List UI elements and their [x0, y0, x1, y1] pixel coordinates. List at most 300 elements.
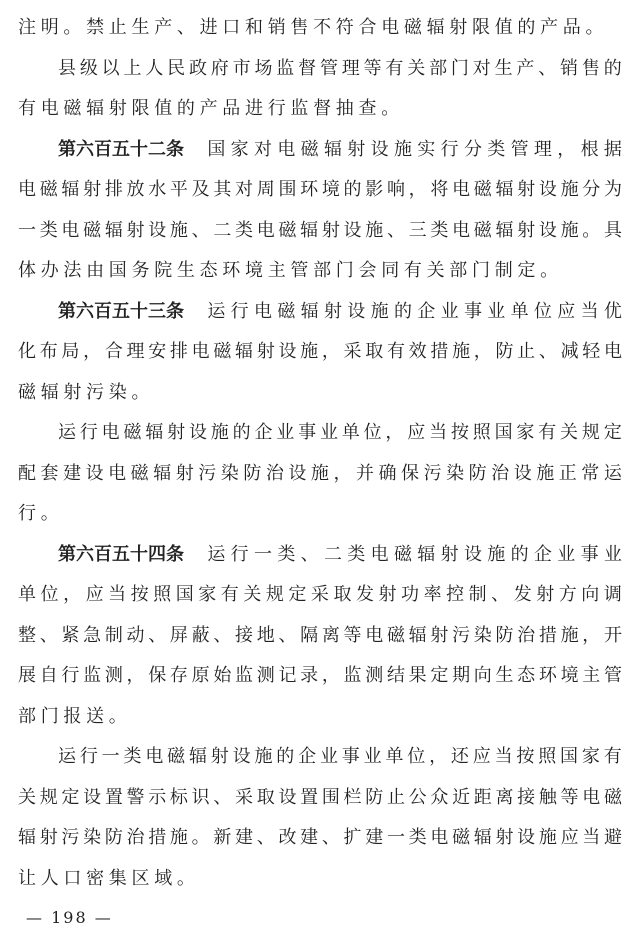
- glyph: 治: [126, 827, 145, 848]
- glyph: 运: [207, 300, 226, 322]
- glyph: 态: [517, 665, 536, 686]
- glyph: ，: [429, 746, 448, 767]
- glyph: 设: [463, 543, 482, 565]
- glyph: 事: [298, 422, 317, 443]
- glyph: 辐: [473, 827, 492, 848]
- glyph: 电: [452, 179, 471, 200]
- glyph: 磁: [300, 138, 319, 160]
- glyph: 措: [148, 827, 167, 848]
- glyph: ，: [126, 665, 145, 686]
- glyph: 当: [494, 746, 513, 767]
- glyph: 发: [513, 584, 532, 605]
- glyph: 企: [254, 422, 273, 443]
- glyph: 屏: [169, 624, 188, 646]
- glyph: 的: [603, 57, 622, 79]
- glyph: 类: [347, 543, 366, 565]
- glyph: 。: [582, 219, 601, 241]
- glyph: 配: [18, 462, 36, 484]
- glyph: 功: [401, 584, 420, 605]
- glyph: 止: [386, 786, 405, 808]
- glyph: ，: [385, 422, 404, 443]
- glyph: 有: [386, 341, 405, 362]
- glyph: 识: [191, 786, 210, 808]
- glyph: 、: [538, 57, 557, 79]
- glyph: 方: [558, 584, 577, 605]
- glyph: 二: [323, 543, 342, 565]
- text-line: [18, 373, 622, 414]
- glyph: 类: [430, 219, 449, 241]
- glyph: 设: [85, 462, 104, 484]
- glyph: 优: [603, 300, 622, 322]
- glyph: 单: [18, 584, 36, 605]
- glyph: 行: [79, 422, 98, 443]
- glyph: 当: [429, 422, 448, 443]
- glyph: 部: [429, 57, 448, 79]
- glyph: 射: [175, 462, 194, 484]
- glyph: 辐: [153, 462, 172, 484]
- glyph: 业: [440, 300, 459, 322]
- glyph: 行: [230, 543, 249, 565]
- glyph: 设: [232, 746, 251, 767]
- glyph: 磁: [123, 422, 142, 443]
- glyph: 家: [198, 584, 217, 605]
- glyph: 环: [300, 179, 319, 200]
- document-body: [18, 8, 622, 899]
- glyph: 录: [300, 665, 319, 686]
- glyph: 防: [365, 786, 384, 808]
- glyph: 、: [213, 786, 232, 808]
- glyph: 对: [235, 179, 254, 200]
- glyph: 置: [104, 786, 123, 808]
- glyph: 率: [423, 584, 442, 605]
- glyph: 射: [378, 584, 397, 605]
- glyph: 防: [468, 462, 487, 484]
- glyph: 染: [473, 624, 492, 646]
- text-line: [18, 737, 622, 778]
- glyph: 辐: [300, 219, 319, 241]
- glyph: 污: [198, 462, 217, 484]
- glyph: 将: [430, 179, 449, 200]
- glyph: 平: [169, 179, 188, 200]
- line-text: 让人口密集区域。: [18, 867, 200, 889]
- glyph: 施: [300, 341, 319, 362]
- glyph: 定: [288, 584, 307, 605]
- glyph: 栏: [343, 786, 362, 808]
- glyph: 地: [256, 624, 275, 646]
- glyph: 、: [148, 624, 167, 646]
- glyph: 家: [581, 746, 600, 767]
- glyph: 制: [468, 584, 487, 605]
- glyph: 行: [79, 746, 98, 767]
- text-line: [18, 454, 622, 495]
- glyph: 防: [495, 341, 514, 362]
- glyph: 电: [277, 138, 296, 160]
- glyph: 磁: [393, 543, 412, 565]
- glyph: 接: [235, 624, 254, 646]
- glyph: 设: [83, 786, 102, 808]
- glyph: 规: [265, 584, 284, 605]
- glyph: 向: [473, 665, 492, 686]
- glyph: 磁: [473, 179, 492, 200]
- glyph: 规: [581, 422, 600, 443]
- glyph: 染: [220, 462, 239, 484]
- glyph: ，: [63, 584, 82, 605]
- glyph: 企: [417, 300, 436, 322]
- glyph: 按: [130, 584, 149, 605]
- glyph: 照: [153, 584, 172, 605]
- glyph: ，: [408, 179, 427, 200]
- glyph: ，: [473, 341, 492, 362]
- glyph: 当: [580, 300, 599, 322]
- glyph: 期: [452, 665, 471, 686]
- glyph: 场: [254, 57, 273, 79]
- glyph: 境: [321, 179, 340, 200]
- glyph: 理: [126, 341, 145, 362]
- glyph: 等: [560, 786, 579, 808]
- glyph: 设: [370, 138, 389, 160]
- glyph: 理: [341, 57, 360, 79]
- glyph: 三: [408, 219, 427, 241]
- glyph: 施: [393, 138, 412, 160]
- glyph: 、: [321, 827, 340, 848]
- text-line: [18, 697, 622, 738]
- glyph: 施: [365, 219, 384, 241]
- glyph: ，: [321, 341, 340, 362]
- glyph: 磁: [213, 341, 232, 362]
- glyph: 监: [343, 665, 362, 686]
- glyph: 施: [452, 341, 471, 362]
- glyph: 当: [108, 584, 127, 605]
- glyph: 染: [446, 462, 465, 484]
- glyph: 射: [83, 179, 102, 200]
- glyph: 始: [213, 665, 232, 686]
- glyph: 局: [61, 341, 80, 362]
- glyph: 磁: [167, 746, 186, 767]
- text-line: [18, 494, 622, 535]
- glyph: 响: [386, 179, 405, 200]
- article-heading-line: [18, 130, 622, 171]
- glyph: 治: [491, 462, 510, 484]
- glyph: 、: [278, 624, 297, 646]
- glyph: 辐: [408, 624, 427, 646]
- glyph: 事: [463, 300, 482, 322]
- glyph: 、: [386, 219, 405, 241]
- glyph: 等: [343, 624, 362, 646]
- glyph: 运: [603, 462, 622, 484]
- glyph: 施: [536, 462, 555, 484]
- glyph: 电: [101, 422, 120, 443]
- glyph: 产: [516, 57, 535, 79]
- glyph: 安: [148, 341, 167, 362]
- glyph: 施: [254, 746, 273, 767]
- glyph: 类: [39, 219, 58, 241]
- glyph: 一: [253, 543, 272, 565]
- glyph: 单: [341, 422, 360, 443]
- glyph: 有: [220, 584, 239, 605]
- article-heading-line: [18, 535, 622, 576]
- glyph: 公: [408, 786, 427, 808]
- glyph: 一: [18, 219, 36, 241]
- glyph: 企: [533, 543, 552, 565]
- text-line: [18, 332, 622, 373]
- glyph: 设: [347, 300, 366, 322]
- glyph: 记: [278, 665, 297, 686]
- glyph: 上: [123, 57, 142, 79]
- glyph: 保: [148, 665, 167, 686]
- glyph: 境: [560, 665, 579, 686]
- glyph: 电: [191, 341, 210, 362]
- glyph: 射: [430, 624, 449, 646]
- glyph: 磁: [278, 219, 297, 241]
- glyph: 级: [79, 57, 98, 79]
- glyph: 防: [243, 462, 262, 484]
- glyph: 电: [256, 219, 275, 241]
- glyph: 建: [235, 827, 254, 848]
- glyph: 污: [423, 462, 442, 484]
- glyph: 辐: [188, 746, 207, 767]
- glyph: 蔽: [191, 624, 210, 646]
- glyph: 应: [560, 827, 579, 848]
- glyph: 销: [560, 57, 579, 79]
- glyph: 距: [473, 786, 492, 808]
- glyph: 应: [472, 746, 491, 767]
- glyph: 建: [63, 462, 82, 484]
- glyph: 家: [230, 138, 249, 160]
- glyph: 的: [276, 746, 295, 767]
- glyph: 设: [148, 219, 167, 241]
- glyph: 电: [430, 827, 449, 848]
- glyph: 辐: [145, 422, 164, 443]
- glyph: 隔: [300, 624, 319, 646]
- glyph: 磁: [83, 219, 102, 241]
- glyph: 众: [430, 786, 449, 808]
- glyph: 位: [407, 746, 426, 767]
- glyph: 生: [494, 57, 513, 79]
- glyph: 污: [61, 827, 80, 848]
- glyph: 、: [39, 624, 58, 646]
- glyph: 围: [321, 786, 340, 808]
- glyph: ，: [321, 665, 340, 686]
- text-line: [18, 89, 622, 130]
- glyph: 射: [126, 219, 145, 241]
- glyph: 实: [417, 138, 436, 160]
- glyph: 近: [452, 786, 471, 808]
- glyph: 电: [365, 624, 384, 646]
- glyph: 施: [560, 219, 579, 241]
- glyph: 电: [452, 219, 471, 241]
- glyph: 关: [18, 786, 36, 808]
- glyph: 有: [538, 422, 557, 443]
- glyph: 监: [83, 665, 102, 686]
- glyph: 业: [319, 422, 338, 443]
- glyph: 行: [230, 300, 249, 322]
- glyph: 设: [538, 219, 557, 241]
- glyph: 家: [516, 422, 535, 443]
- glyph: 开: [603, 624, 622, 646]
- glyph: 防: [104, 827, 123, 848]
- glyph: 整: [18, 624, 36, 646]
- glyph: 关: [560, 422, 579, 443]
- glyph: 及: [191, 179, 210, 200]
- glyph: 射: [321, 219, 340, 241]
- glyph: 测: [104, 665, 123, 686]
- glyph: 位: [533, 300, 552, 322]
- glyph: 人: [145, 57, 164, 79]
- glyph: 辐: [18, 827, 36, 848]
- glyph: 门: [450, 57, 469, 79]
- glyph: ，: [582, 624, 601, 646]
- glyph: 类: [487, 138, 506, 160]
- glyph: 行: [61, 665, 80, 686]
- glyph: 排: [169, 341, 188, 362]
- text-line: [18, 170, 622, 211]
- glyph: 存: [169, 665, 188, 686]
- glyph: 措: [538, 624, 557, 646]
- glyph: 水: [148, 179, 167, 200]
- glyph: 警: [126, 786, 145, 808]
- glyph: 电: [370, 543, 389, 565]
- glyph: 事: [580, 543, 599, 565]
- glyph: 接: [517, 786, 536, 808]
- glyph: 常: [581, 462, 600, 484]
- glyph: 以: [101, 57, 120, 79]
- glyph: 运: [58, 746, 76, 767]
- glyph: 辐: [323, 138, 342, 160]
- glyph: 监: [235, 665, 254, 686]
- glyph: 业: [276, 422, 295, 443]
- glyph: 定: [61, 786, 80, 808]
- glyph: 建: [365, 827, 384, 848]
- glyph: 应: [557, 300, 576, 322]
- glyph: 射: [440, 543, 459, 565]
- glyph: 射: [517, 179, 536, 200]
- glyph: 排: [104, 179, 123, 200]
- glyph: 理: [533, 138, 552, 160]
- glyph: 照: [472, 422, 491, 443]
- glyph: 围: [278, 179, 297, 200]
- glyph: 化: [18, 341, 36, 362]
- glyph: 止: [517, 341, 536, 362]
- glyph: 民: [167, 57, 186, 79]
- text-line: [18, 413, 622, 454]
- glyph: 、: [213, 624, 232, 646]
- glyph: 设: [538, 179, 557, 200]
- glyph: 电: [603, 341, 622, 362]
- glyph: 单: [385, 746, 404, 767]
- glyph: 并: [355, 462, 374, 484]
- glyph: 设: [513, 462, 532, 484]
- text-line: [18, 251, 622, 292]
- glyph: 动: [126, 624, 145, 646]
- glyph: 施: [560, 624, 579, 646]
- glyph: 防: [495, 624, 514, 646]
- glyph: 调: [603, 584, 622, 605]
- glyph: 类: [123, 746, 142, 767]
- glyph: 确: [378, 462, 397, 484]
- line-text: 体办法由国务院生态环境主管部门会同有关部门制定。: [18, 260, 563, 281]
- glyph: 的: [343, 179, 362, 200]
- glyph: 原: [191, 665, 210, 686]
- text-line: [18, 778, 622, 819]
- glyph: 标: [169, 786, 188, 808]
- glyph: 射: [256, 341, 275, 362]
- glyph: 辐: [235, 341, 254, 362]
- glyph: 的: [232, 422, 251, 443]
- glyph: 施: [370, 300, 389, 322]
- article-number: 第六百五十三条: [58, 300, 184, 322]
- glyph: 设: [278, 786, 297, 808]
- glyph: 果: [408, 665, 427, 686]
- glyph: 施: [310, 462, 329, 484]
- glyph: 采: [310, 584, 329, 605]
- glyph: 避: [603, 827, 622, 848]
- glyph: 行: [440, 138, 459, 160]
- page-number: — 198 —: [26, 908, 113, 927]
- glyph: 、: [191, 219, 210, 241]
- glyph: 设: [278, 341, 297, 362]
- article-number: 第六百五十二条: [58, 138, 184, 160]
- glyph: 设: [188, 422, 207, 443]
- glyph: 国: [207, 138, 226, 160]
- glyph: 取: [333, 584, 352, 605]
- glyph: 国: [175, 584, 194, 605]
- glyph: 射: [517, 219, 536, 241]
- line-text: 部门报送。: [18, 705, 132, 727]
- glyph: 据: [603, 138, 622, 160]
- glyph: 按: [516, 746, 535, 767]
- glyph: 施: [487, 543, 506, 565]
- glyph: 减: [560, 341, 579, 362]
- glyph: 治: [517, 624, 536, 646]
- text-line: [18, 211, 622, 252]
- glyph: 电: [108, 462, 127, 484]
- glyph: 、: [256, 827, 275, 848]
- glyph: 、: [300, 543, 319, 565]
- glyph: 生: [495, 665, 514, 686]
- glyph: 磁: [603, 786, 622, 808]
- glyph: ，: [557, 138, 576, 160]
- glyph: 轻: [582, 341, 601, 362]
- glyph: 关: [407, 57, 426, 79]
- glyph: 离: [495, 786, 514, 808]
- glyph: 业: [363, 746, 382, 767]
- glyph: 应: [85, 584, 104, 605]
- line-text: 行。: [18, 503, 64, 524]
- glyph: 改: [278, 827, 297, 848]
- glyph: 建: [300, 827, 319, 848]
- glyph: 紧: [61, 624, 80, 646]
- glyph: 治: [265, 462, 284, 484]
- glyph: 合: [104, 341, 123, 362]
- glyph: 磁: [130, 462, 149, 484]
- glyph: 设: [343, 219, 362, 241]
- text-line: [18, 575, 622, 616]
- glyph: 位: [363, 422, 382, 443]
- glyph: 射: [39, 827, 58, 848]
- glyph: 离: [321, 624, 340, 646]
- glyph: 措: [430, 341, 449, 362]
- glyph: 单: [510, 300, 529, 322]
- glyph: 示: [148, 786, 167, 808]
- glyph: 管: [603, 665, 622, 686]
- line-text: 有电磁辐射限值的产品进行监督抽查。: [18, 98, 404, 119]
- glyph: 周: [256, 179, 275, 200]
- glyph: 急: [83, 624, 102, 646]
- glyph: 定: [603, 422, 622, 443]
- glyph: 射: [347, 138, 366, 160]
- glyph: 规: [39, 786, 58, 808]
- glyph: 采: [343, 341, 362, 362]
